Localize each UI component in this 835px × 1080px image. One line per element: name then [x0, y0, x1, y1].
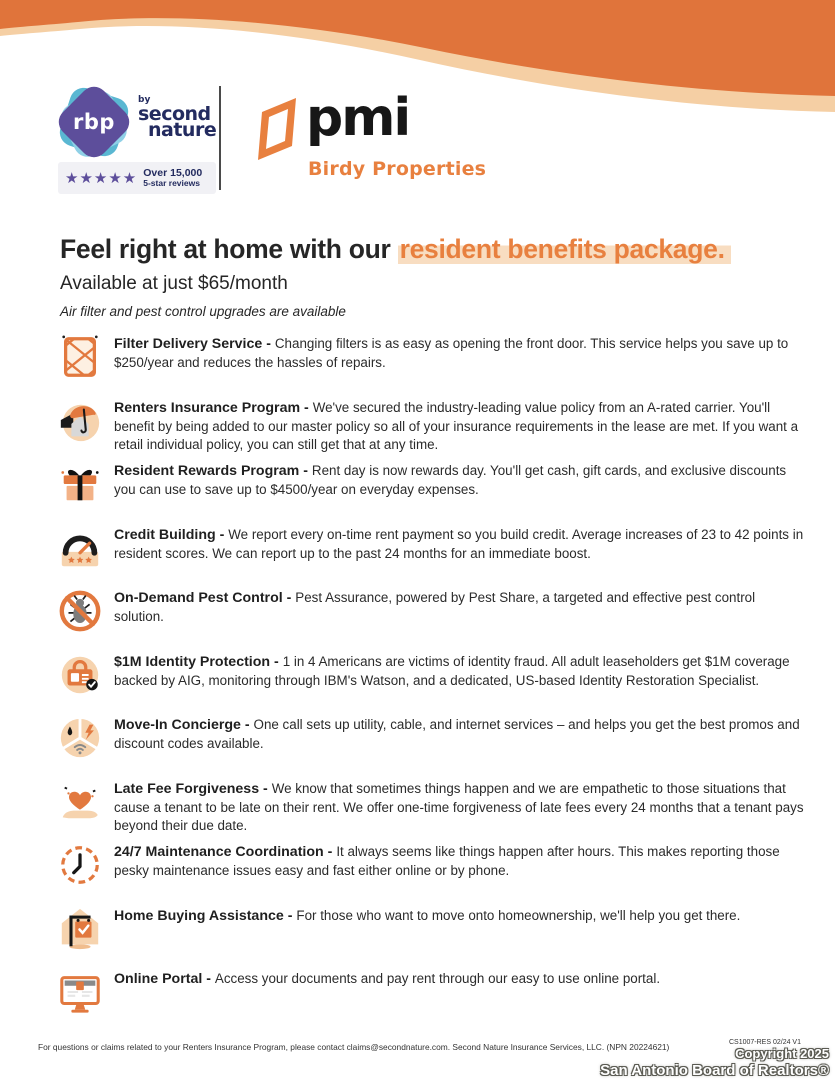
benefit-title: Resident Rewards Program - — [114, 463, 312, 479]
gift-box-icon — [57, 461, 103, 507]
heart-hand-icon — [57, 779, 103, 825]
benefit-title: $1M Identity Protection - — [114, 653, 283, 670]
pmi-flag-icon — [250, 96, 302, 162]
rbp-diamond-icon — [60, 88, 130, 158]
benefit-credit-building — [57, 525, 805, 589]
highlighted-title-text: resident benefits package. — [398, 234, 731, 264]
benefit-title: Credit Building - — [114, 526, 229, 543]
pmi-wordmark: pmi — [306, 88, 410, 148]
benefit-description: One call sets up utility, cable, and internet services – and helps you get the best promos and discount codes available. — [114, 717, 800, 752]
benefit-title: Late Fee Forgiveness - — [114, 780, 272, 797]
reviews-badge — [58, 162, 216, 194]
benefit-title: Renters Insurance Program - — [114, 399, 313, 416]
benefit-late-fee-forgiveness — [57, 779, 805, 843]
benefit-title: On-Demand Pest Control - — [114, 590, 296, 606]
rbp-second-nature-logo — [58, 86, 217, 189]
benefit-pest-control — [57, 588, 805, 652]
clock-icon — [57, 842, 103, 888]
headline-block — [60, 234, 799, 319]
benefit-title: Online Portal - — [114, 971, 215, 987]
air-filter-icon — [57, 334, 103, 380]
insurance-disclaimer: For questions or claims related to your Renters Insurance Program, please contact claims@secondnature.com. Second Nature Insurance Services, LLC. (NPN 20224621) — [38, 1042, 670, 1052]
benefit-description: It always seems like things happen after hours. This makes reporting those pesky maintenance issues easy and fast either online or by phone. — [114, 844, 780, 879]
benefit-title: Move-In Concierge - — [114, 717, 254, 733]
realtors-line: San Antonio Board of Realtors® — [600, 1061, 829, 1079]
reviews-count: Over 15,000 — [143, 167, 203, 180]
benefit-resident-rewards — [57, 461, 805, 525]
benefit-description: Rent day is now rewards day. You'll get cash, gift cards, and exclusive discounts you can use to save up to $4500/year on everyday expenses. — [114, 463, 787, 498]
identity-lock-icon — [57, 652, 103, 698]
benefit-title: 24/7 Maintenance Coordination - — [114, 844, 337, 860]
benefit-description: We know that sometimes things happen and we are empathetic to those situations that cause a tenant to be late on their rent. We offer one-time forgiveness of late fees every 24 months that a tenant pays beyond their due date. — [114, 780, 804, 834]
credit-gauge-icon — [57, 525, 103, 571]
five-star-rating-icon: ★★★★★ — [65, 168, 138, 187]
logo-divider — [219, 86, 221, 190]
copyright-watermark — [600, 1047, 829, 1079]
price-line: Available at just $65/month — [60, 273, 288, 295]
benefit-description: We've secured the industry-leading value policy from an A-rated carrier. You'll benefit by being added to our master policy so all of your insurance requirements in the lease are met. If you want a retail individual policy, you can still get that at any time. — [114, 399, 799, 453]
benefit-online-portal — [57, 969, 805, 1033]
benefit-description: For those who want to move onto homeownership, we'll help you get there. — [296, 907, 741, 923]
umbrella-house-icon — [57, 398, 103, 444]
utilities-pie-icon — [57, 715, 103, 761]
upgrades-note: Air filter and pest control upgrades are available — [60, 304, 346, 320]
benefit-renters-insurance — [57, 398, 805, 462]
second-nature-wordmark: by second nature — [138, 95, 217, 141]
benefit-description: Changing filters is as easy as opening the front door. This service helps you save up to $250/year and reduces the hassles of repairs. — [114, 336, 789, 371]
online-portal-icon — [57, 969, 103, 1015]
no-pest-icon — [57, 588, 103, 634]
document-code: CS1007-RES 02/24 V1 — [729, 1039, 801, 1046]
pmi-logo — [250, 88, 487, 180]
by-label: by — [138, 95, 151, 105]
benefit-filter-delivery — [57, 334, 805, 398]
benefit-description: Pest Assurance, powered by Pest Share, a targeted and effective pest control solution. — [114, 590, 756, 625]
benefit-description: We report every on-time rent payment so you build credit. Average increases of 23 to 42 points in resident scores. We can report up to the past 24 months for an immediate boost. — [114, 526, 804, 561]
reviews-label: 5-star reviews — [143, 178, 200, 189]
benefit-description: Access your documents and pay rent through our easy to use online portal. — [214, 971, 661, 986]
benefit-identity-protection — [57, 652, 805, 716]
benefit-home-buying — [57, 906, 805, 970]
benefit-title: Filter Delivery Service - — [114, 336, 275, 352]
page-title: Feel right at home with our resident benefits package. — [60, 234, 799, 264]
benefit-move-in-concierge — [57, 715, 805, 779]
benefits-list — [57, 334, 805, 1033]
benefit-description: 1 in 4 Americans are victims of identity fraud. All adult leaseholders get $1M coverage backed by AIG, monitoring through IBM's Watson, and a dedicated, US-based Identity Restoration Specialist. — [114, 653, 790, 688]
pmi-company-name: Birdy Properties — [308, 158, 487, 180]
header-logos — [58, 86, 518, 198]
rbp-logo-text: rbp — [73, 109, 115, 134]
home-sign-icon — [57, 906, 103, 952]
copyright-line: Copyright 2025 — [735, 1046, 829, 1061]
benefit-title: Home Buying Assistance - — [114, 907, 297, 924]
benefit-maintenance-coordination — [57, 842, 805, 906]
